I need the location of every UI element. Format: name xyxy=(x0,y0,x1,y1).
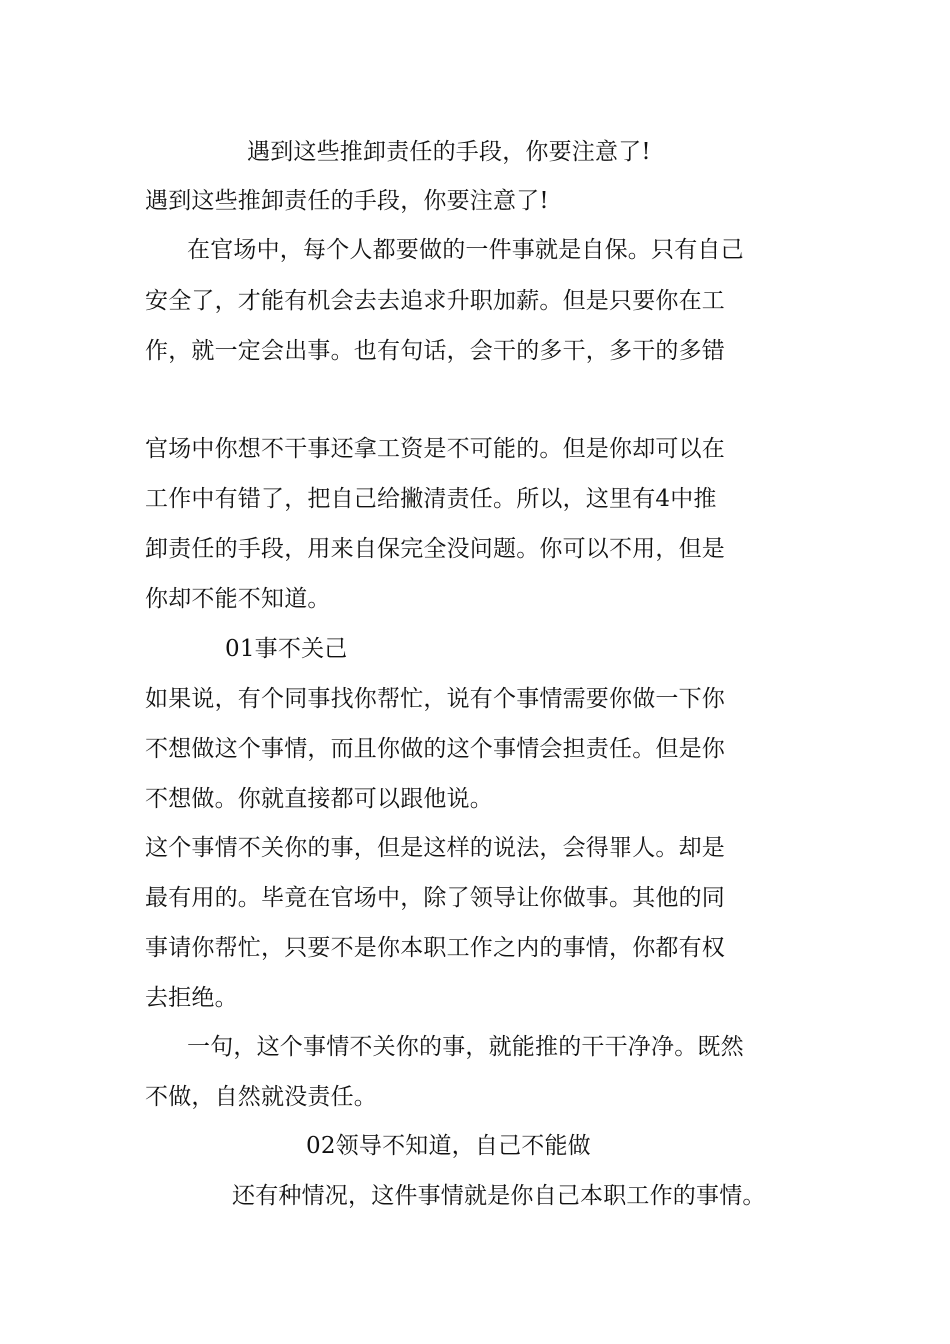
intro-continued-line: 官场中你想不干事还拿工资是不可能的。但是你却可以在 xyxy=(145,436,725,462)
paragraph-line: 事请你帮忙，只要不是你本职工作之内的事情，你都有权 xyxy=(145,935,725,961)
intro-continued-line: 工作中有错了，把自己给撇清责任。所以，这里有4中推 xyxy=(145,486,717,512)
intro-line: 作，就一定会出事。也有句话，会干的多干，多干的多错 xyxy=(145,338,725,364)
paragraph-line: 还有种情况，这件事情就是你自己本职工作的事情。 xyxy=(232,1183,766,1209)
section-heading-1: 01事不关己 xyxy=(225,636,348,662)
paragraph-line: 去拒绝。 xyxy=(145,985,238,1011)
paragraph-line: 这个事情不关你的事，但是这样的说法，会得罪人。却是 xyxy=(145,835,725,861)
paragraph-line: 不想做这个事情，而且你做的这个事情会担责任。但是你 xyxy=(145,736,725,762)
paragraph-line: 一句，这个事情不关你的事，就能推的干干净净。既然 xyxy=(187,1034,744,1060)
intro-line: 安全了，才能有机会去去追求升职加薪。但是只要你在工 xyxy=(145,288,725,314)
section-heading-2: 02领导不知道，自己不能做 xyxy=(306,1133,591,1159)
paragraph-line: 不做，自然就没责任。 xyxy=(145,1084,377,1110)
intro-continued-line: 你却不能不知道。 xyxy=(145,586,331,612)
intro-line: 在官场中，每个人都要做的一件事就是自保。只有自己 xyxy=(187,237,744,263)
document-subtitle: 遇到这些推卸责任的手段，你要注意了! xyxy=(145,188,549,214)
paragraph-line: 最有用的。毕竟在官场中，除了领导让你做事。其他的同 xyxy=(145,885,725,911)
paragraph-line: 如果说，有个同事找你帮忙，说有个事情需要你做一下你 xyxy=(145,686,725,712)
intro-continued-line: 卸责任的手段，用来自保完全没问题。你可以不用，但是 xyxy=(145,536,725,562)
paragraph-line: 不想做。你就直接都可以跟他说。 xyxy=(145,786,493,812)
document-title: 遇到这些推卸责任的手段，你要注意了! xyxy=(247,139,651,165)
